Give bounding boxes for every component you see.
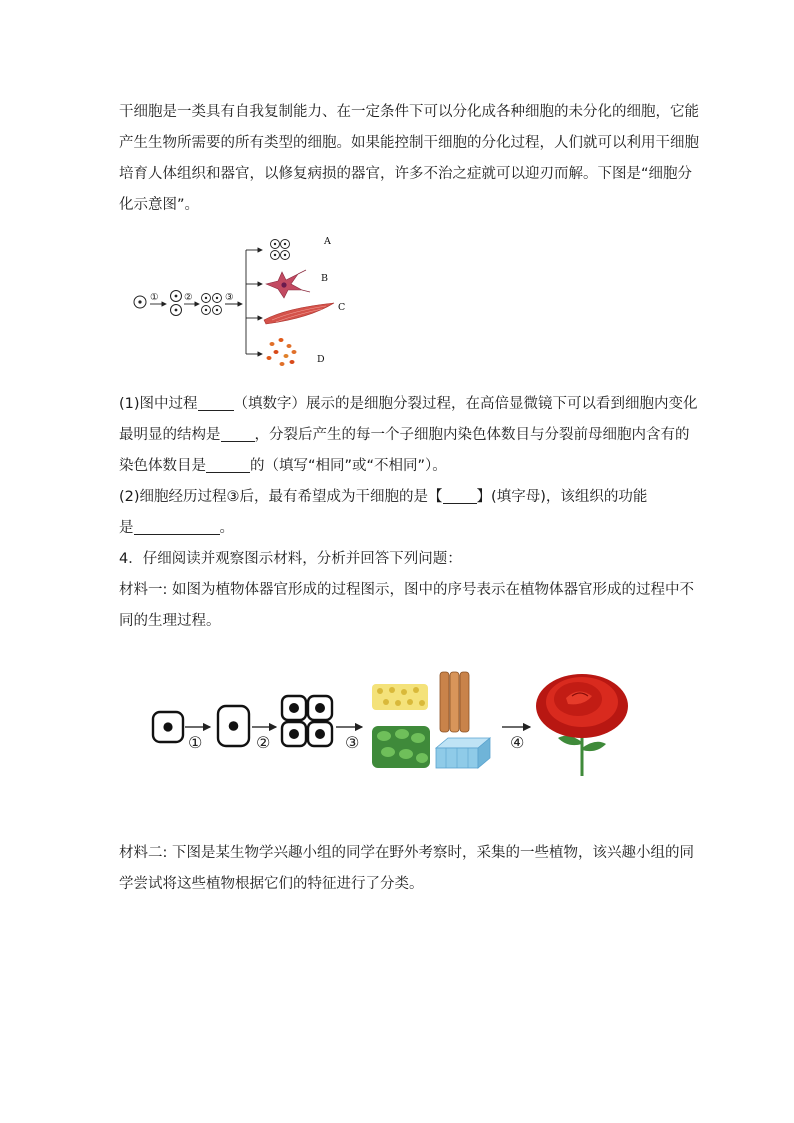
blue-tissue-icon: [436, 738, 490, 768]
dividing-cells-icon: [282, 696, 332, 746]
green-tissue-icon: [372, 726, 430, 768]
muscle-cell-icon: [264, 303, 334, 324]
material-2-paragraph: [119, 838, 694, 900]
step-label-2: ②: [184, 292, 193, 303]
answer-blank[interactable]: [198, 394, 234, 411]
branch-label-c: C: [338, 302, 346, 313]
yellow-tissue-icon: [372, 684, 428, 710]
material-2-line: 材料二: 下图是某生物学兴趣小组的同学在野外考察时，采集的一些植物，该兴趣小组的同: [119, 845, 694, 861]
intro-line: 化示意图”。: [119, 197, 200, 213]
epithelial-cells-icon: [271, 240, 290, 260]
single-cell-icon: [134, 296, 146, 308]
single-plant-cell-icon: [153, 712, 183, 742]
blood-cells-icon: [267, 338, 297, 366]
rose-icon: [536, 674, 628, 776]
step-label-3: ③: [225, 292, 234, 303]
question-1-line-3: 染色体数目是 的（填写“相同”或“不相同”）。: [119, 458, 447, 474]
question-2-line-2: 是 。: [119, 520, 234, 536]
material-2-line: 学尝试将这些植物根据它们的特征进行了分类。: [119, 876, 424, 892]
branch-label-b: B: [321, 273, 328, 284]
step-label-1: ①: [150, 292, 159, 303]
growing-cell-icon: [218, 706, 249, 746]
question-1-line-2: 最明显的结构是 ，分裂后产生的每一个子细胞内染色体数目与分裂前母细胞内含有的: [119, 427, 690, 443]
material-1-line: 同的生理过程。: [119, 613, 221, 629]
branch-label-a: A: [324, 236, 331, 247]
material-1-line: 材料一: 如图为植物体器官形成的过程图示，图中的序号表示在植物体器官形成的过程中不: [119, 582, 694, 598]
answer-blank[interactable]: [134, 518, 220, 535]
question-2-line-1: (2)细胞经历过程③后，最有希望成为干细胞的是【 】(填字母)，该组织的功能: [119, 489, 648, 505]
branch-label-d: D: [317, 354, 325, 365]
two-cells-icon: [171, 291, 182, 316]
intro-line: 干细胞是一类具有自我复制能力、在一定条件下可以分化成各种细胞的未分化的细胞，它能: [119, 104, 699, 120]
intro-paragraph: [119, 97, 699, 221]
process-label-1: ①: [188, 733, 203, 752]
process-label-3: ③: [345, 733, 360, 752]
answer-blank[interactable]: [443, 487, 477, 504]
nerve-cell-icon: [266, 270, 310, 298]
question-4-title: 4．仔细阅读并观察图示材料，分析并回答下列问题：: [119, 551, 462, 567]
answer-blank[interactable]: [206, 456, 250, 473]
plant-organ-formation-figure: [148, 666, 648, 778]
process-label-4: ④: [510, 733, 525, 752]
answer-blank[interactable]: [221, 425, 255, 442]
question-1-line-1: (1)图中过程 （填数字）展示的是细胞分裂过程，在高倍显微镜下可以看到细胞内变化: [119, 396, 698, 412]
cell-differentiation-figure: [126, 232, 366, 372]
four-cells-icon: [202, 294, 222, 315]
intro-line: 培育人体组织和器官，以修复病损的器官，许多不治之症就可以迎刃而解。下图是“细胞分: [119, 166, 693, 182]
intro-line: 产生生物所需要的所有类型的细胞。如果能控制干细胞的分化过程，人们就可以利用干细胞: [119, 135, 699, 151]
process-label-2: ②: [256, 733, 271, 752]
question-block: [119, 389, 698, 637]
vascular-tissue-icon: [440, 672, 469, 732]
